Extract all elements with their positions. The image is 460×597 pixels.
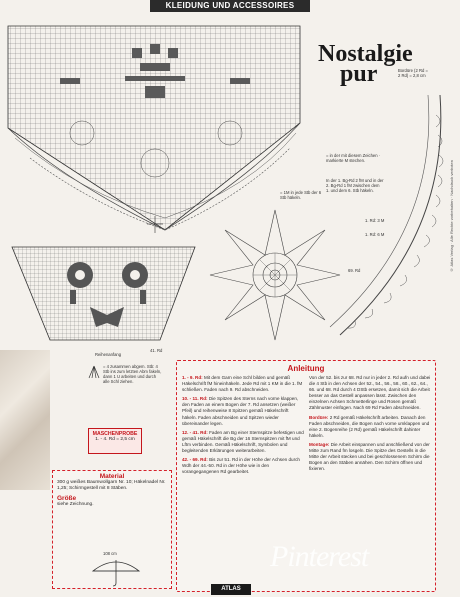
umbrella-width: 108 cm	[103, 551, 117, 556]
publisher-logo: ATLAS	[211, 584, 251, 595]
lace-photo	[0, 350, 50, 490]
material-box	[52, 470, 172, 589]
maschenprobe-value: 1. - 4. Rd = 2,5 cm	[95, 437, 135, 442]
bordure-label: Bordüre (2 Rd = 2 Rd) = 2,8 cm	[398, 68, 428, 78]
watermark: Pinterest	[270, 540, 369, 573]
size-text: siehe Zeichnung.	[57, 502, 94, 507]
page-title	[318, 41, 413, 87]
round-41-label: 41. Rd	[150, 348, 163, 353]
note-marker: = in der mit diesem Zeichen · markierte M stechen.	[326, 153, 381, 163]
stitch-note: = 4 zusammen abgem. Stb: 4 Stb ins zum letzten Abm fakeln, dann 1 U arbeiten und durch alle Schl ziehen.	[103, 364, 162, 384]
section-header: KLEIDUNG UND ACCESSOIRES	[150, 0, 310, 12]
material-title: Material	[99, 473, 125, 480]
title-line-1: Nostalgie	[318, 41, 413, 67]
rose-chart	[10, 245, 200, 355]
step: Bordüre: 2 Rd gemäß Häkelschrift arbeiten. Danach den Faden abschneiden, die Bogen nach vorne umklappen und eine 2. Bogenreihe (2 Rd) gemäß Häkelschrift dahinter häkeln.	[309, 414, 430, 438]
note-stitches: = 1M in jede Stb der 6 Stb häkeln.	[280, 190, 322, 200]
instructions-right-column	[309, 375, 431, 475]
wedge-chart	[0, 8, 315, 238]
instructions-title: Anleitung	[287, 364, 325, 373]
step: 12. - 41. Rd: Faden am Bg einer Sternspitze befestigen und gemäß Häkelschrift die Bg der 16 Sternspitzen mit fM und Lftm verbinden. Gemäß Häkelschrift, Symbolen und begleitenden Erklärungen weiterarbeiten.	[182, 429, 304, 454]
step: 42. - 69. Rd: Bis zur 51. Rd in der Höhe der Achsen durch Wdh der 44.-50. Rd in der Höhe wie in den vorangegangenen Rd gearbeitet.	[182, 457, 300, 475]
instructions-left-column	[182, 375, 304, 478]
material-text: 300 g weißes Baumwollgarn Nr. 10; Häkelnadel Nr. 1,25; Schirmgestell mit 8 Stäben.	[57, 480, 166, 491]
step: Von der 52. bis zur 68. Rd nur in jeder 2. Rd aufn und dabei die 4 Stb in den Achsen der 52., 54., 56., 58., 60., 62., 64., 66. und 68. Rd durch 4 DStb ersetzen, damit sich die Arbeit besser an das Gestell anpassen lässt. Zwischen den einzelnen Achsen Schmetterlinge und Rosen gemäß Zählmuster einfügen. Nach 69 Rd Faden abschneiden.	[309, 375, 431, 411]
umbrella-icon	[91, 557, 141, 587]
step: 1. - 9. Rd: Mit dem Garn eine Schl bilden und gemäß Häkelschrift fM hineinhäkeln. Jede Rd mit 1 KM in die 1. fM schließen. Faden nach 9. Rd abschneiden.	[182, 375, 303, 393]
star-chart	[205, 205, 345, 345]
maschenprobe-box	[88, 428, 142, 454]
copyright-sidebar: © Atlas Verlag · Alle Rechte vorbehalten · Nachdruck verboten	[449, 160, 454, 273]
stitch-symbol-icon	[88, 365, 100, 379]
title-line-2: pur	[340, 61, 378, 87]
row-start-label: Reihenanfang	[95, 352, 122, 357]
maschenprobe-title: MASCHENPROBE	[92, 431, 138, 437]
note-rows: In der 1. Bg-Rd 2 fM und in der 2. Bg-Rd 1 fM zwischen dem 1. und dem 6. Stb häkeln.	[326, 178, 384, 193]
round-6-label: 1. Rd: 6 M	[365, 232, 385, 237]
step: 10. - 11. Rd: Die Spitzen des Sterns nach vorne klappen, den Faden an einem Bogen der 7. Rd ansetzen (weißer Pfeil) und reihenweise 8 Spitzen gemäß Häkelschrift häkeln. Faden abschneiden und Spitzen wieder übereinander legen.	[182, 396, 299, 426]
round-69-label: 69. Rd	[348, 268, 361, 273]
round-3-label: 1. Rd: 3 M	[365, 218, 385, 223]
size-title: Größe	[57, 495, 77, 502]
step: Montage: Die Arbeit einspannen und anschließend von der Mitte zum Rand fm losgeln. Die Spitze des Gestells in die Mitte der Arbeit stecken und bei geschlossenem Schirm die Bogen an den Stäben annähen. Den Schirm öffnen und fixieren.	[309, 441, 430, 472]
